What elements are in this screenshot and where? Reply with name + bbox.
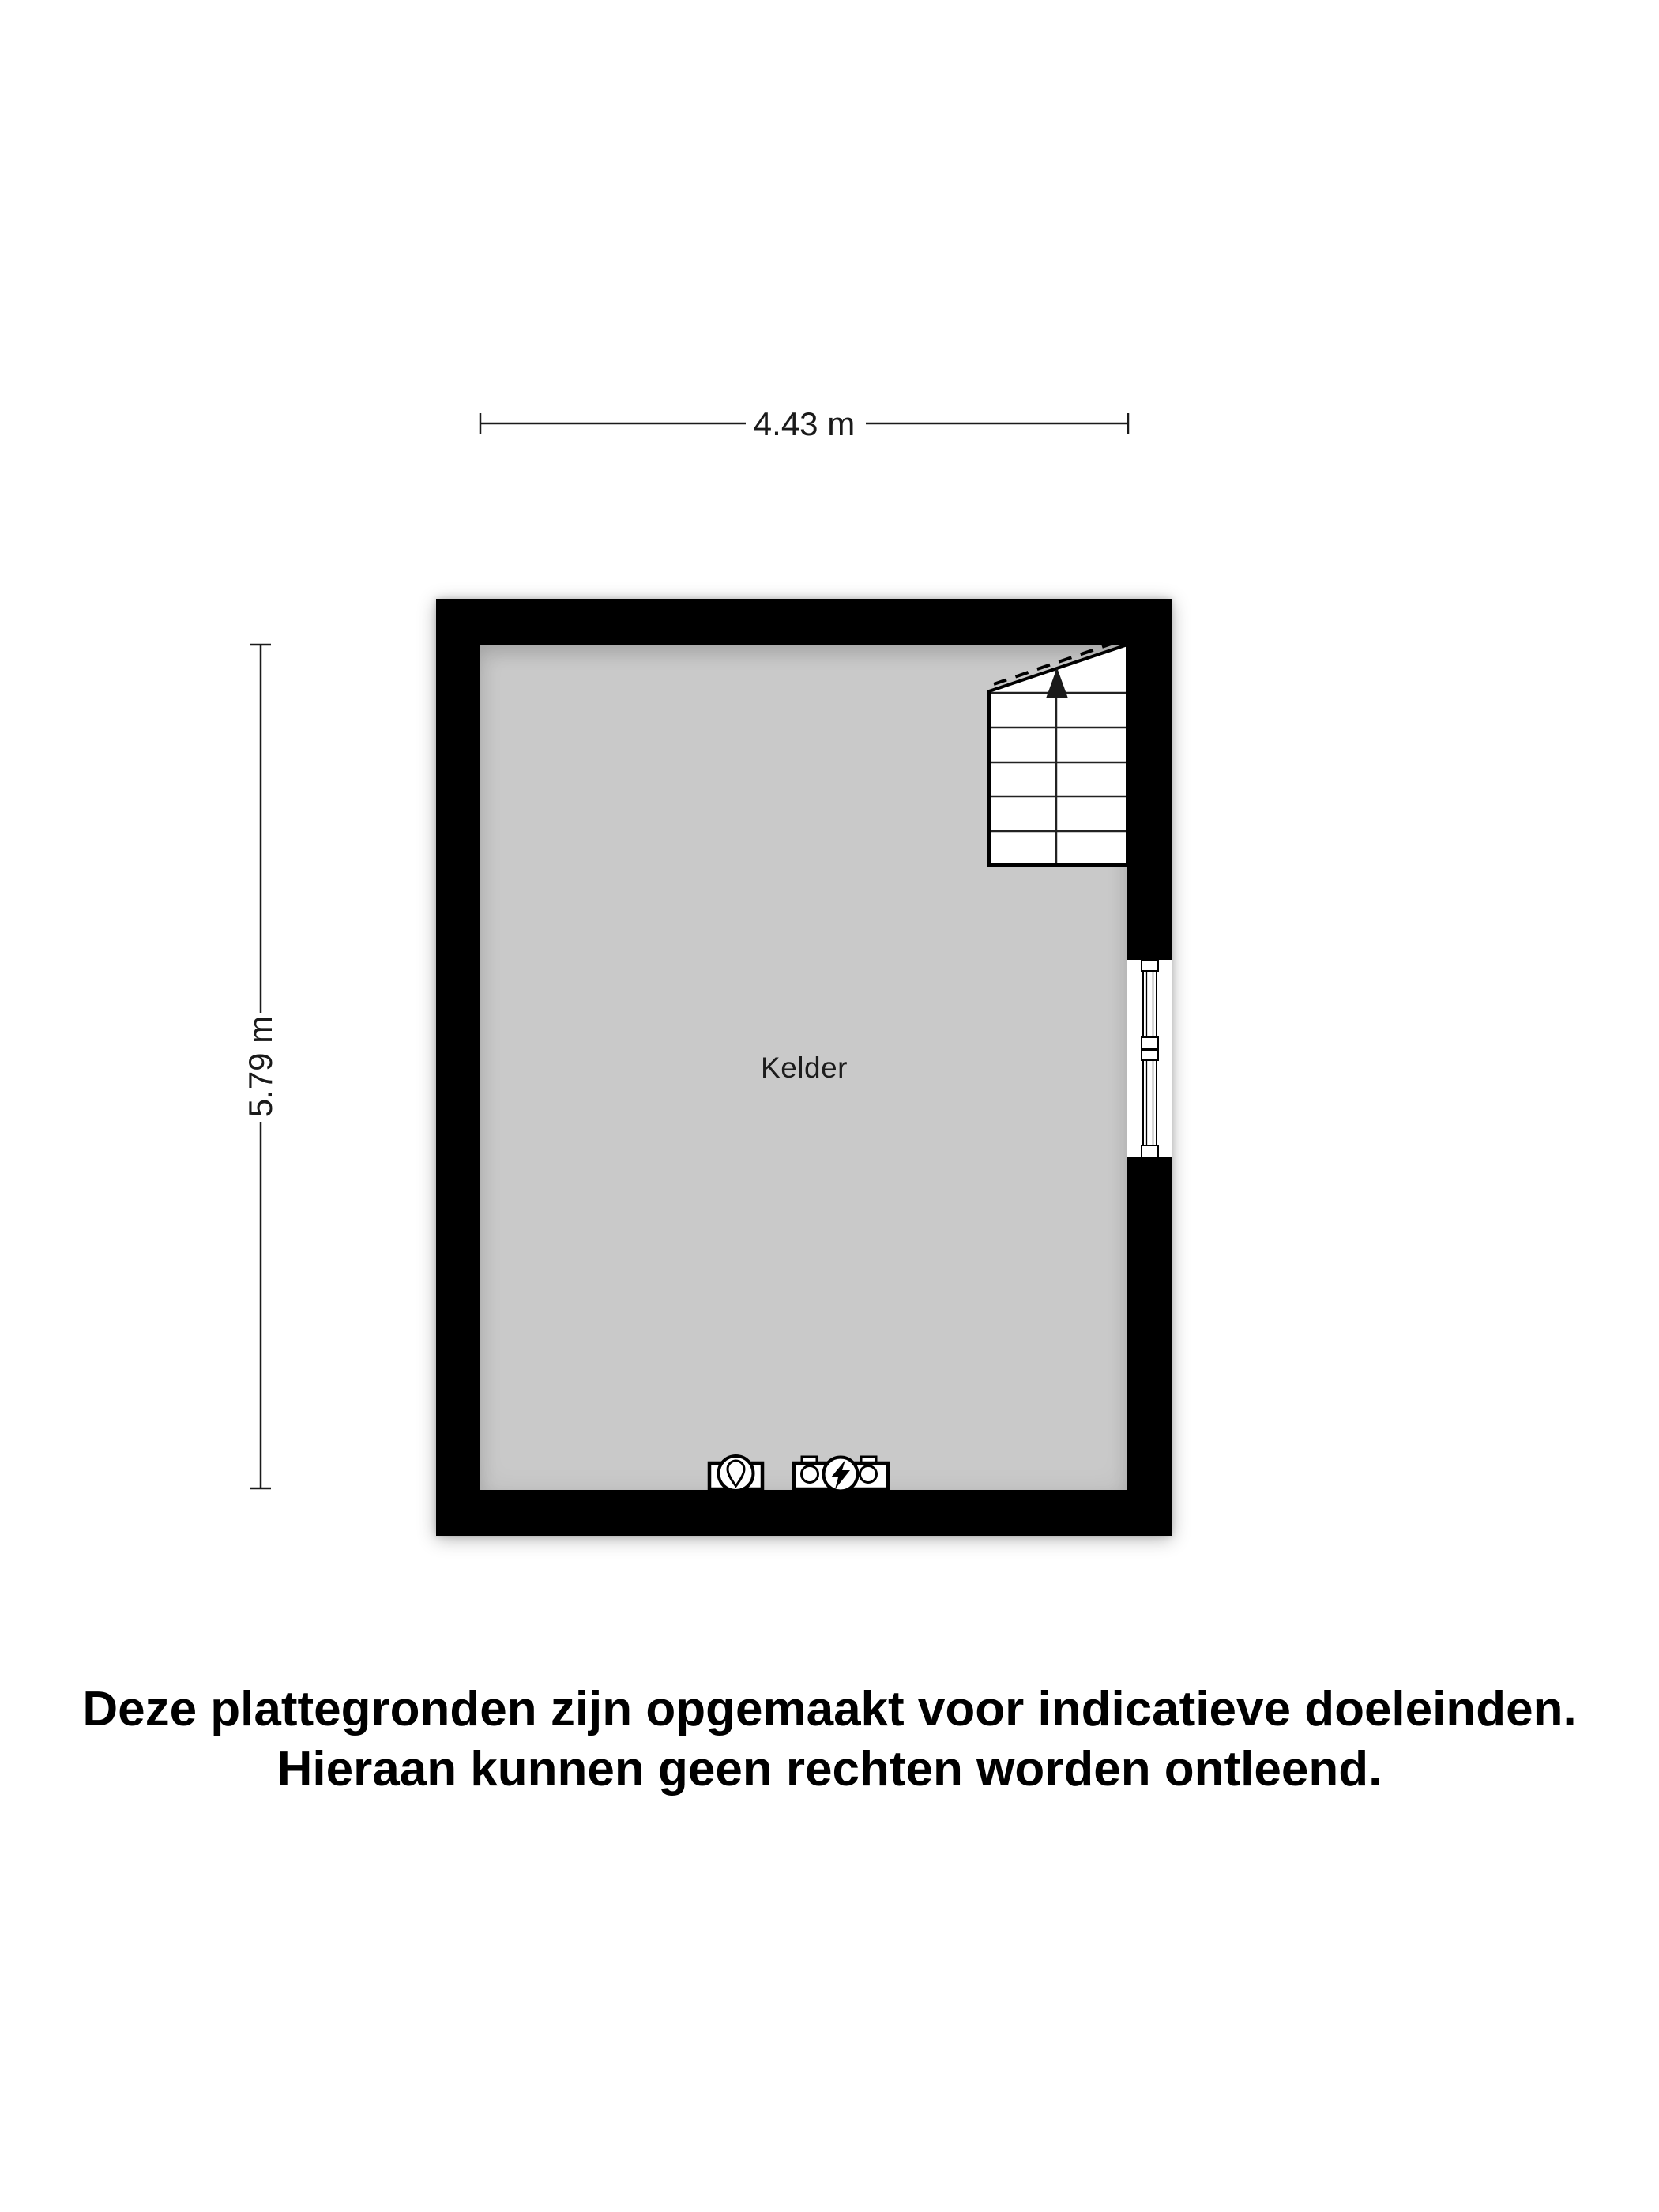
window-icon (1142, 961, 1158, 1157)
disclaimer (0, 1680, 1659, 1800)
light-point-icon (709, 1456, 762, 1491)
staircase (989, 639, 1127, 865)
disclaimer-line-1: Deze plattegronden zijn opgemaakt voor indicatieve doeleinden. (82, 1682, 1577, 1736)
room-name-label: Kelder (761, 1051, 848, 1084)
dimension-width-label: 4.43 m (753, 405, 856, 442)
dimension-height-label: 5.79 m (242, 1015, 279, 1118)
electric-panel-icon (794, 1457, 888, 1492)
disclaimer-line-2: Hieraan kunnen geen rechten worden ontleend. (276, 1742, 1382, 1796)
